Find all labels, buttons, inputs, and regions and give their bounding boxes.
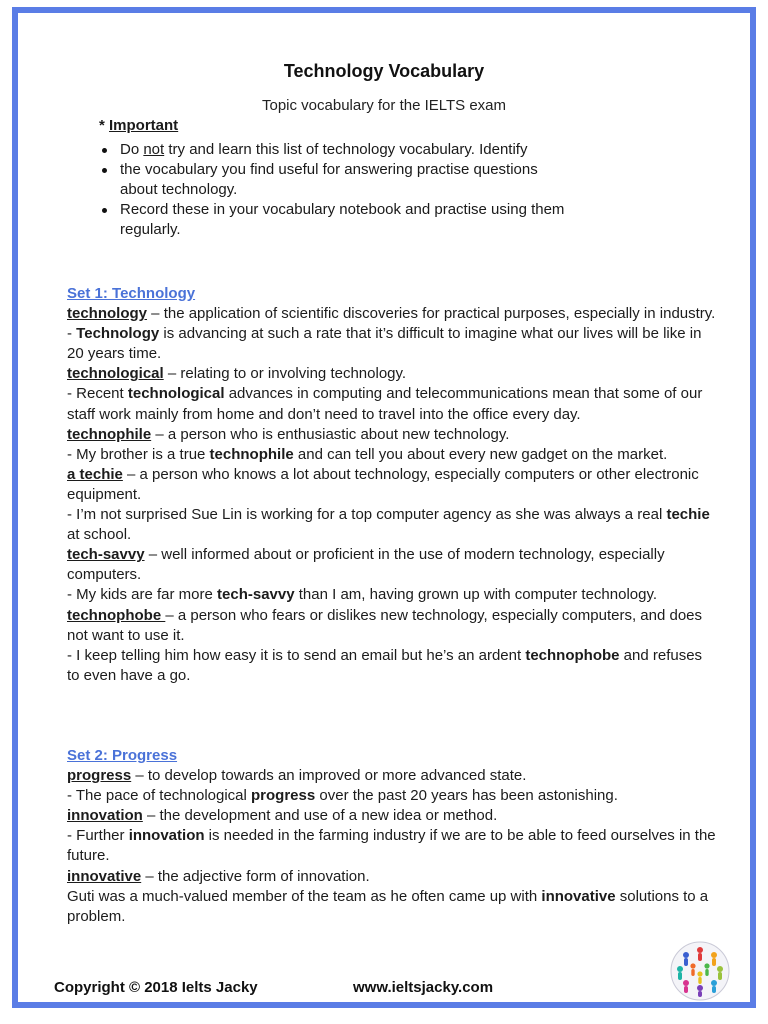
vocab-entry: technological – relating to or involving technology. xyxy=(67,365,407,383)
vocab-term: technophobe xyxy=(67,606,166,624)
set-2-heading: Set 2: Progress xyxy=(67,747,178,764)
vocab-entry: technophobe – a person who fears or dislikes new technology, especially computers, and does not want to use it. xyxy=(67,606,703,644)
vocab-example: - My kids are far more tech-savvy than I am, having grown up with computer technology. xyxy=(67,586,658,604)
vocab-example: - Recent technological advances in computing and telecommunications mean that some of our staff work mainly from home and don’t need to travel into the office every day. xyxy=(67,385,703,423)
page-subtitle: Topic vocabulary for the IELTS exam xyxy=(262,97,506,114)
vocab-example: Guti was a much-valued member of the team as he often came up with innovative solutions to a problem. xyxy=(67,887,709,925)
vocab-entry: innovative – the adjective form of innovation. xyxy=(67,867,370,885)
bullet-item: Do not try and learn this list of technology vocabulary. Identify xyxy=(99,140,569,160)
important-bullets xyxy=(99,140,569,240)
vocab-term: technological xyxy=(67,365,164,383)
important-heading: * Important xyxy=(99,117,179,134)
document-page xyxy=(12,7,756,1008)
vocab-entry: innovation – the development and use of a new idea or method. xyxy=(67,807,498,825)
vocab-term: innovative xyxy=(67,867,142,885)
bullet-item: the vocabulary you find useful for answering practise questions about technology. xyxy=(99,160,569,200)
bullet-icon xyxy=(102,168,107,173)
important-label: Important xyxy=(109,117,179,134)
set-1-heading: Set 1: Technology xyxy=(67,285,196,302)
vocab-term: progress xyxy=(67,767,132,785)
copyright-text: Copyright © 2018 Ielts Jacky xyxy=(54,979,258,996)
vocab-example: - Further innovation is needed in the farming industry if we are to be able to feed ourselves in the future. xyxy=(67,827,716,865)
vocab-term: technology xyxy=(67,305,148,323)
page-title: Technology Vocabulary xyxy=(283,61,485,81)
set-1-section xyxy=(67,284,717,686)
vocab-example: - I keep telling him how easy it is to send an email but he’s an ardent technophobe and refuses to even have a go. xyxy=(67,646,703,684)
vocab-term: tech-savvy xyxy=(67,546,145,564)
vocab-entry: progress – to develop towards an improved or more advanced state. xyxy=(67,767,527,785)
vocab-term: a techie xyxy=(67,465,123,483)
vocab-example: - I’m not surprised Sue Lin is working for a top computer agency as she was always a real techie at school. xyxy=(67,506,710,544)
globe-people-logo-icon xyxy=(670,941,730,1001)
website-text: www.ieltsjacky.com xyxy=(353,979,494,996)
vocab-example: - Technology is advancing at such a rate that it’s difficult to imagine what our lives will be like in 20 years time. xyxy=(67,325,702,363)
bullet-icon xyxy=(102,208,107,213)
vocab-entry: technophile – a person who is enthusiastic about new technology. xyxy=(67,425,510,443)
vocab-entry: technology – the application of scientific discoveries for practical purposes, especially in industry. xyxy=(67,305,716,323)
set-2-section xyxy=(67,746,717,927)
bullet-item: Record these in your vocabulary notebook and practise using them regularly. xyxy=(99,200,569,240)
vocab-example: - My brother is a true technophile and can tell you about every new gadget on the market. xyxy=(67,445,668,463)
vocab-entry: a techie – a person who knows a lot about technology, especially computers or other electronic equipment. xyxy=(67,465,699,503)
vocab-entry: tech-savvy – well informed about or proficient in the use of modern technology, especially computers. xyxy=(67,546,665,584)
vocab-term: innovation xyxy=(67,807,143,825)
vocab-term: technophile xyxy=(67,425,152,443)
bullet-icon xyxy=(102,148,107,153)
vocab-example: - The pace of technological progress over the past 20 years has been astonishing. xyxy=(67,787,618,805)
